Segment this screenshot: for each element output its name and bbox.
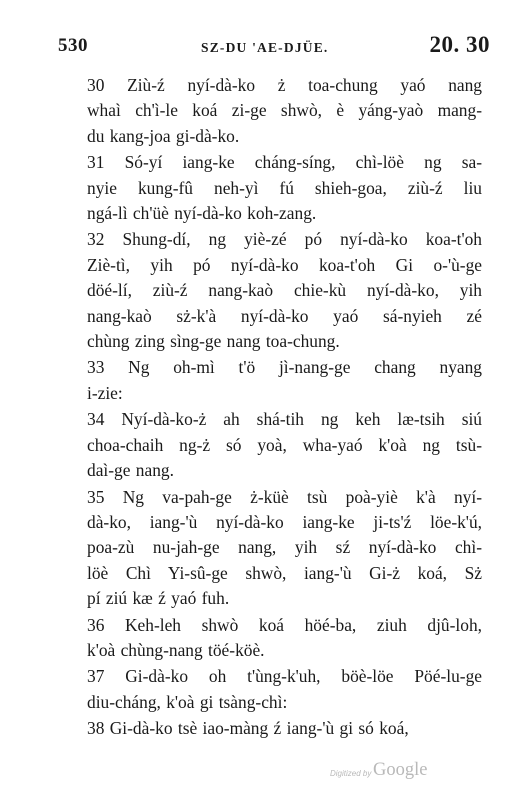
chapter-verse-reference: 20. 30 <box>429 32 490 57</box>
verse-line: choa-chaih ng-ż só yoà, wha-yaó k'oà ng tsù- <box>87 434 482 455</box>
page-number: 530 <box>58 35 88 56</box>
google-watermark <box>330 760 450 786</box>
verse-paragraph <box>78 407 482 483</box>
verse-line: nyie kung-fû neh-yì fú shieh-goa, ziù-ź liu <box>87 177 482 198</box>
verse-line: döé-lí, ziù-ź nang-kaò chie-kù nyí-dà-ko, yih <box>87 280 482 301</box>
verse-text-block <box>78 73 482 743</box>
verse-line: chùng zing sìng-ge nang toa-chung. <box>87 331 340 352</box>
verse-line: whaì ch'ì-le koá zi-ge shwò, è yáng-yaò mang- <box>87 100 482 121</box>
verse-line: diu-cháng, k'oà gi tsàng-chì: <box>87 691 288 712</box>
verse-line: 35 Ng va-pah-ge ż-küè tsù poà-yiè k'à nyí- <box>87 486 482 507</box>
verse-line: i-zie: <box>87 382 123 403</box>
digitized-by-label: Digitized by <box>330 769 372 778</box>
running-head <box>58 32 490 62</box>
verse-paragraph <box>78 664 482 715</box>
verse-line: 38 Gi-dà-ko tsè iao-màng ź iang-'ù gi só koá, <box>87 718 409 739</box>
verse-line: 34 Nyí-dà-ko-ż ah shá-tih ng keh læ-tsih siú <box>87 409 482 430</box>
verse-line: 30 Ziù-ź nyí-dà-ko ż toa-chung yaó nang <box>87 75 482 95</box>
verse-paragraph <box>78 485 482 612</box>
verse-line: ngá-lì ch'üè nyí-dà-ko koh-zang. <box>87 203 317 224</box>
verse-paragraph <box>78 73 482 149</box>
verse-line: pí ziú kæ ź yaó fuh. <box>87 588 230 609</box>
verse-line: k'oà chùng-nang töé-köè. <box>87 639 265 660</box>
verse-paragraph <box>78 227 482 354</box>
verse-line: 36 Keh-leh shwò koá höé-ba, ziuh djû-loh, <box>87 614 482 635</box>
verse-line: 32 Shung-dí, ng yiè-zé pó nyí-dà-ko koa-t'oh <box>87 229 482 250</box>
verse-line: 37 Gi-dà-ko oh t'ùng-k'uh, böè-löe Pöé-lu-ge <box>87 666 482 687</box>
verse-line: Ziè-tì, yih pó nyí-dà-ko koa-t'oh Gi o-'ù-ge <box>87 254 482 275</box>
verse-line: dà-ko, iang-'ù nyí-dà-ko iang-ke ji-ts'ź löe-k'ú, <box>87 511 482 532</box>
verse-line: poa-zù nu-jah-ge nang, yih sź nyí-dà-ko chì- <box>87 537 482 558</box>
verse-paragraph <box>78 716 482 741</box>
verse-paragraph <box>78 355 482 406</box>
book-title: SZ-DU 'AE-DJÜE. <box>201 40 329 55</box>
verse-line: daì-ge nang. <box>87 460 174 481</box>
verse-line: 31 Só-yí iang-ke cháng-síng, chì-löè ng sa- <box>87 152 482 173</box>
verse-line: löè Chì Yi-sû-ge shwò, iang-'ù Gi-ż koá, Sż <box>87 562 482 583</box>
google-logo: Google <box>373 760 428 780</box>
verse-paragraph <box>78 613 482 664</box>
verse-line: du kang-joa gi-dà-ko. <box>87 125 240 146</box>
verse-line: nang-kaò sż-k'à nyí-dà-ko yaó sá-nyieh zé <box>87 305 482 326</box>
verse-paragraph <box>78 150 482 226</box>
verse-line: 33 Ng oh-mì t'ö jì-nang-ge chang nyang <box>87 357 482 378</box>
